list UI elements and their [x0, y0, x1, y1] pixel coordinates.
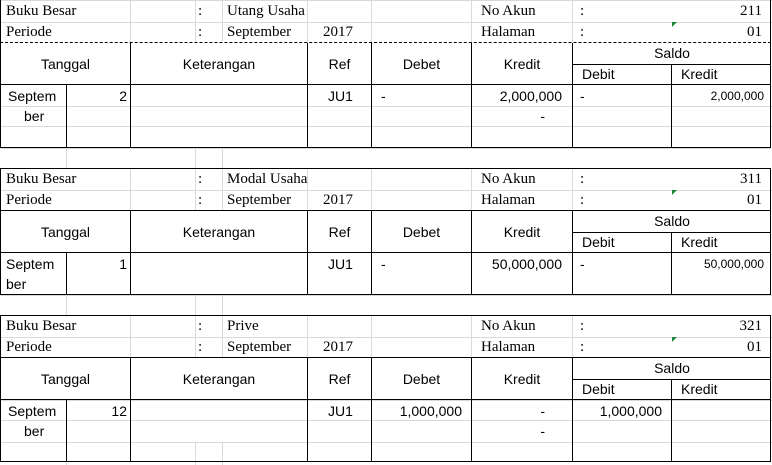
col-header-debet: Debet [402, 371, 441, 387]
entry-debit: 1,000,000 [399, 403, 462, 419]
entry-credit-line2: - [540, 423, 545, 439]
gridline [130, 315, 131, 357]
col-header-saldo: Saldo [654, 213, 690, 229]
gridline [572, 0, 573, 42]
gridline [307, 0, 308, 42]
page-number: 01 [747, 339, 762, 355]
col-header-debet: Debet [402, 224, 441, 240]
colon: : [580, 24, 585, 40]
page-number: 01 [747, 192, 762, 208]
entry-credit: - [540, 403, 545, 419]
entry-day: 12 [111, 403, 127, 419]
border-line [0, 252, 771, 253]
gridline [195, 168, 196, 210]
gridline [66, 148, 67, 168]
gridline [195, 148, 196, 168]
label-no-akun: No Akun [481, 171, 536, 187]
label-periode: Periode [6, 24, 52, 40]
border-line [0, 84, 771, 85]
label-periode: Periode [6, 192, 52, 208]
gridline [0, 337, 772, 338]
account-name: Utang Usaha [227, 3, 305, 19]
gridline [222, 168, 223, 210]
entry-month-line1: Septem [8, 88, 57, 104]
gridline [195, 295, 196, 315]
period-month: September [227, 192, 292, 208]
col-header-saldo-kredit: Kredit [681, 66, 718, 82]
gridline [195, 315, 196, 357]
col-header-kredit: Kredit [503, 56, 541, 72]
period-year: 2017 [323, 24, 353, 40]
gridline [0, 442, 772, 443]
entry-credit: 50,000,000 [491, 256, 562, 272]
col-header-tanggal: Tanggal [40, 224, 91, 240]
col-header-saldo-kredit: Kredit [681, 234, 718, 250]
colon: : [580, 192, 585, 208]
colon: : [198, 3, 203, 19]
col-header-keterangan: Keterangan [182, 56, 256, 72]
page-number: 01 [747, 24, 762, 40]
entry-ref: JU1 [328, 256, 353, 272]
gridline [471, 168, 472, 210]
entry-month-line2: ber [24, 423, 45, 439]
gridline [371, 0, 372, 42]
period-month: September [227, 24, 292, 40]
gridline [371, 168, 372, 210]
border-line [0, 0, 1, 148]
label-halaman: Halaman [481, 192, 536, 208]
entry-debit: - [381, 88, 386, 104]
gridline [572, 315, 573, 357]
col-header-kredit: Kredit [503, 224, 541, 240]
gridline [0, 22, 772, 23]
entry-month-line2: ber [6, 276, 27, 292]
border-line [0, 168, 771, 169]
gridline [471, 0, 472, 42]
label-buku-besar: Buku Besar [6, 171, 77, 187]
colon: : [580, 3, 585, 19]
label-no-akun: No Akun [481, 318, 536, 334]
colon: : [198, 171, 203, 187]
gridline [222, 295, 223, 315]
label-halaman: Halaman [481, 339, 536, 355]
entry-balance-credit: 50,000,000 [703, 257, 764, 271]
gridline [66, 295, 67, 315]
entry-ref: JU1 [328, 88, 353, 104]
col-header-ref: Ref [328, 371, 351, 387]
period-year: 2017 [323, 192, 353, 208]
entry-balance-debit: - [580, 256, 585, 272]
label-no-akun: No Akun [481, 3, 536, 19]
entry-day: 2 [119, 88, 127, 104]
gridline [0, 295, 772, 296]
gridline [222, 315, 223, 357]
gridline [0, 190, 772, 191]
entry-balance-credit: 2,000,000 [710, 89, 764, 103]
entry-month-line1: Septem [8, 403, 57, 419]
col-header-saldo-debit: Debit [582, 381, 615, 397]
period-month: September [227, 339, 292, 355]
gridline [572, 168, 573, 210]
colon: : [580, 171, 585, 187]
label-halaman: Halaman [481, 24, 536, 40]
entry-debit: - [381, 256, 386, 272]
entry-credit-line2: - [540, 108, 545, 124]
col-header-saldo: Saldo [654, 360, 690, 376]
col-header-tanggal: Tanggal [40, 371, 91, 387]
col-header-saldo-debit: Debit [582, 234, 615, 250]
colon: : [198, 192, 203, 208]
gridline [371, 315, 372, 357]
label-periode: Periode [6, 339, 52, 355]
col-header-tanggal: Tanggal [40, 56, 91, 72]
colon: : [198, 318, 203, 334]
col-header-saldo-kredit: Kredit [681, 381, 718, 397]
label-buku-besar: Buku Besar [6, 3, 77, 19]
gridline [0, 148, 772, 149]
entry-day: 1 [119, 256, 127, 272]
border-line [0, 147, 771, 148]
col-header-kredit: Kredit [503, 371, 541, 387]
gridline [0, 106, 772, 107]
col-header-keterangan: Keterangan [182, 371, 256, 387]
col-header-ref: Ref [328, 56, 351, 72]
col-header-debet: Debet [402, 56, 441, 72]
colon: : [198, 339, 203, 355]
colon: : [198, 24, 203, 40]
entry-month-line2: ber [24, 108, 45, 124]
border-line [0, 315, 771, 316]
gridline [222, 148, 223, 168]
period-year: 2017 [323, 339, 353, 355]
account-name: Prive [227, 318, 259, 334]
col-header-keterangan: Keterangan [182, 224, 256, 240]
border-line [0, 461, 771, 462]
border-line [671, 65, 672, 148]
gridline [130, 0, 131, 42]
colon: : [580, 318, 585, 334]
gridline [0, 0, 772, 1]
gridline [307, 315, 308, 357]
border-line [0, 399, 771, 400]
col-header-ref: Ref [328, 224, 351, 240]
border-line [770, 0, 771, 148]
border-line [0, 294, 771, 295]
gridline [222, 0, 223, 42]
entry-balance-debit: 1,000,000 [599, 403, 662, 419]
gridline [195, 0, 196, 42]
account-name: Modal Usaha [227, 171, 308, 187]
border-line [671, 380, 672, 462]
col-header-saldo-debit: Debit [582, 66, 615, 82]
entry-credit: 2,000,000 [499, 88, 562, 104]
gridline [471, 315, 472, 357]
gridline [130, 168, 131, 210]
account-number: 211 [740, 3, 762, 19]
label-buku-besar: Buku Besar [6, 318, 77, 334]
entry-ref: JU1 [328, 403, 353, 419]
entry-balance-debit: - [580, 88, 585, 104]
entry-month-line1: Septem [6, 256, 55, 272]
account-number: 311 [740, 171, 762, 187]
gridline [0, 126, 772, 127]
border-line [770, 315, 771, 462]
colon: : [580, 339, 585, 355]
col-header-saldo: Saldo [654, 45, 690, 61]
account-number: 321 [739, 318, 762, 334]
